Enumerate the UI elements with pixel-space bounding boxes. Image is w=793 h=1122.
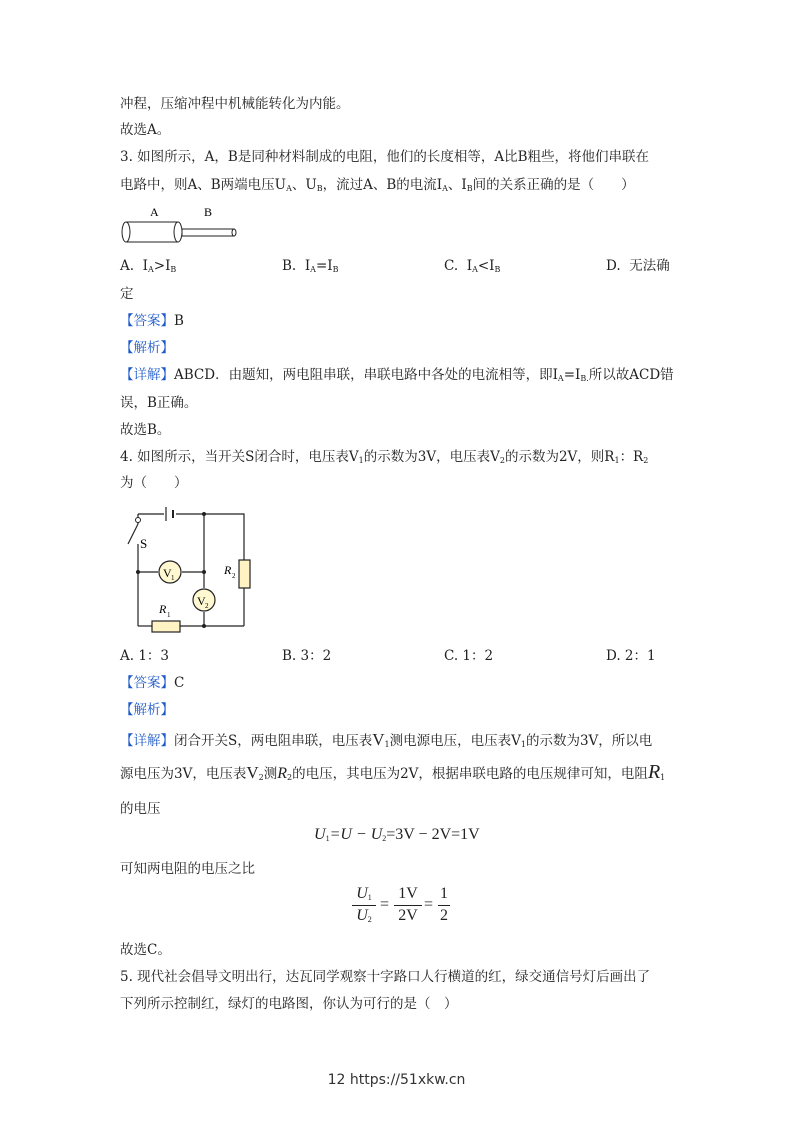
q4-detail-2: 源电压为3V，电压表$V_2$测$R_2$的电压，其电压为2V，根据串联电路的电压规律可知，电阻$R_1$ (120, 761, 666, 783)
circuit-diagram (118, 502, 258, 640)
r1-sub: 1 (167, 611, 171, 619)
v2-sub: 2 (205, 602, 209, 610)
q4-choose: 故选C。 (120, 942, 171, 958)
q3-option-c: C. $I_A<I_B$ (444, 258, 501, 274)
page-footer: 12 https://51xkw.cn (327, 1072, 466, 1088)
question-5-line-2: 下列所示控制红，绿灯的电路图，你认为可行的是（ ） (120, 996, 458, 1012)
label-a: A (150, 205, 159, 219)
q4-detail-3: 的电压 (120, 801, 161, 817)
q3-analysis: 【解析】 (120, 340, 174, 356)
q3-option-b: B. $I_A=I_B$ (282, 258, 339, 274)
q4-option-b: B. 3：2 (282, 648, 332, 664)
question-3-line-2: 电路中，则A、B两端电压$U_A$、$U_B$，流过A、B的电流$I_A$、$I_B$间的关系正确的是（ ） (120, 177, 635, 193)
q4-detail-1: 【详解】闭合开关S，两电阻串联，电压表$V_1$测电源电压，电压表$V_1$的示数为3V，所以电 (120, 730, 653, 749)
q3-answer: 【答案】B (120, 313, 184, 329)
question-4-line-1: 4. 如图所示，当开关S闭合时，电压表$V_1$的示数为3V，电压表$V_2$的示数为2V，则$R_1$：$R_2$ (120, 449, 649, 465)
question-5-line-1: 5. 现代社会倡导文明出行，达瓦同学观察十字路口人行横道的红，绿交通信号灯后画出了 (120, 969, 651, 985)
q4-analysis: 【解析】 (120, 702, 174, 718)
equation-u1: $U_1=U - U_2=3V - 2V=1V$ (314, 826, 480, 843)
q4-option-a: A. 1：3 (120, 648, 170, 664)
resistor-ab-figure (118, 204, 243, 246)
r1-label: R (159, 602, 167, 616)
resistor-r2 (239, 560, 250, 588)
q4-ratio-text: 可知两电阻的电压之比 (120, 861, 255, 877)
label-b: B (204, 205, 213, 219)
text-line: 故选A。 (120, 122, 171, 138)
text-line: 定 (120, 286, 134, 302)
q4-option-d: D. 2：1 (606, 648, 656, 664)
text-line: 冲程，压缩冲程中机械能转化为内能。 (120, 96, 350, 112)
switch-label: S (140, 536, 148, 551)
r2-sub: 2 (232, 572, 236, 580)
r2-label: R (224, 563, 232, 577)
v2-label: V (197, 594, 206, 608)
resistor-r1 (152, 621, 180, 632)
v1-sub: 1 (171, 574, 175, 582)
q4-answer: 【答案】C (120, 675, 185, 691)
q3-detail-2: 误，B正确。 (120, 395, 198, 411)
q4-option-c: C. 1：2 (444, 648, 494, 664)
q3-detail-1: 【详解】ABCD．由题知，两电阻串联，串联电路中各处的电流相等，即$I_A=I_{B.}$所以故ACD错 (120, 367, 674, 383)
question-4-line-2: 为（ ） (120, 475, 188, 491)
q3-choose: 故选B。 (120, 422, 171, 438)
v1-label: V (163, 566, 172, 580)
q3-option-d: D. 无法确 (606, 258, 670, 274)
q3-option-a: A. $I_A>I_B$ (120, 258, 177, 274)
question-3-line-1: 3. 如图所示，A，B是同种材料制成的电阻，他们的长度相等，A比B粗些，将他们串联在 (120, 149, 650, 165)
